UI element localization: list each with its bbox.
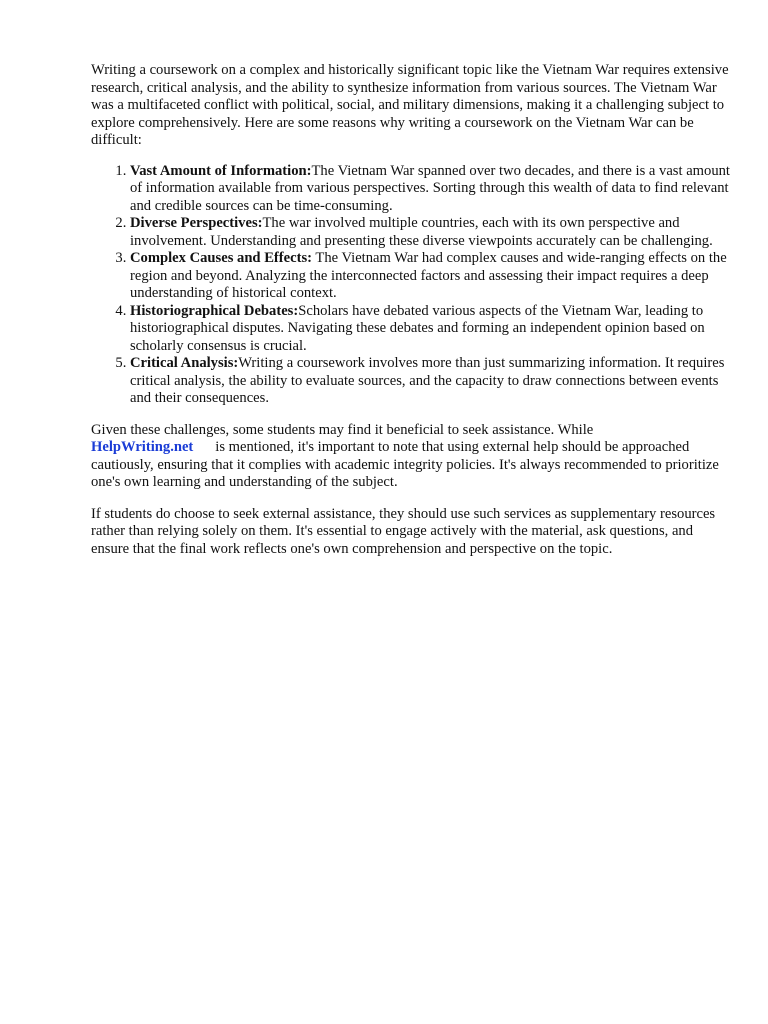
reason-term: Critical Analysis:: [130, 355, 239, 371]
helpwriting-link[interactable]: HelpWriting.net: [91, 439, 194, 455]
reason-term: Historiographical Debates:: [130, 302, 299, 319]
reason-term: Vast Amount of Information:: [130, 162, 312, 179]
list-item: [130, 215, 731, 250]
list-item: [130, 163, 731, 216]
assistance-paragraph: [91, 422, 731, 492]
list-item: [130, 250, 731, 303]
reason-term: Complex Causes and Effects:: [130, 250, 313, 266]
reason-text: Scholars have debated various aspects of the Vietnam War, leading to historiographical disputes. Navigating these debates and forming an independent opinion based on scholarly consensus is crucial.: [130, 302, 705, 354]
reasons-list: [91, 163, 731, 408]
reason-text: The Vietnam War had complex causes and wide-ranging effects on the region and beyond. Analyzing the interconnected factors and assessing their impact requires a deep understanding of historical context.: [130, 250, 727, 301]
reason-text: The war involved multiple countries, each with its own perspective and involvement. Understanding and presenting these diverse viewpoints accurately can be challenging.: [130, 215, 713, 249]
reason-term: Diverse Perspectives:: [130, 215, 263, 231]
intro-paragraph: Writing a coursework on a complex and historically significant topic like the Vietnam War requires extensive research, critical analysis, and the ability to synthesize information from various sources. The Vietnam War was a multifaceted conflict with political, social, and military dimensions, making it a challenging subject to explore comprehensively. Here are some reasons why writing a coursework on the Vietnam War can be difficult:: [91, 62, 729, 148]
reason-text: Writing a coursework involves more than just summarizing information. It requires critical analysis, the ability to evaluate sources, and the capacity to draw connections between events and their consequences.: [130, 355, 725, 406]
assistance-text-before: Given these challenges, some students may find it beneficial to seek assistance. While: [91, 421, 594, 438]
list-item: [130, 303, 731, 356]
document-page: [91, 62, 731, 558]
closing-paragraph: If students do choose to seek external assistance, they should use such services as supplementary resources rather than relying solely on them. It's essential to engage actively with the material, ask questions, and ensure that the final work reflects one's own comprehension and perspective on the topic.: [91, 505, 716, 557]
assistance-text-after: is mentioned, it's important to note that using external help should be approached cautiously, ensuring that it complies with academic integrity policies. It's always recommended to prioritize one's own learning and understanding of the subject.: [91, 439, 719, 490]
list-item: [130, 355, 731, 408]
reason-text: The Vietnam War spanned over two decades, and there is a vast amount of information available from various perspectives. Sorting through this wealth of data to find relevant and credible sources can be time-consuming.: [130, 162, 730, 214]
